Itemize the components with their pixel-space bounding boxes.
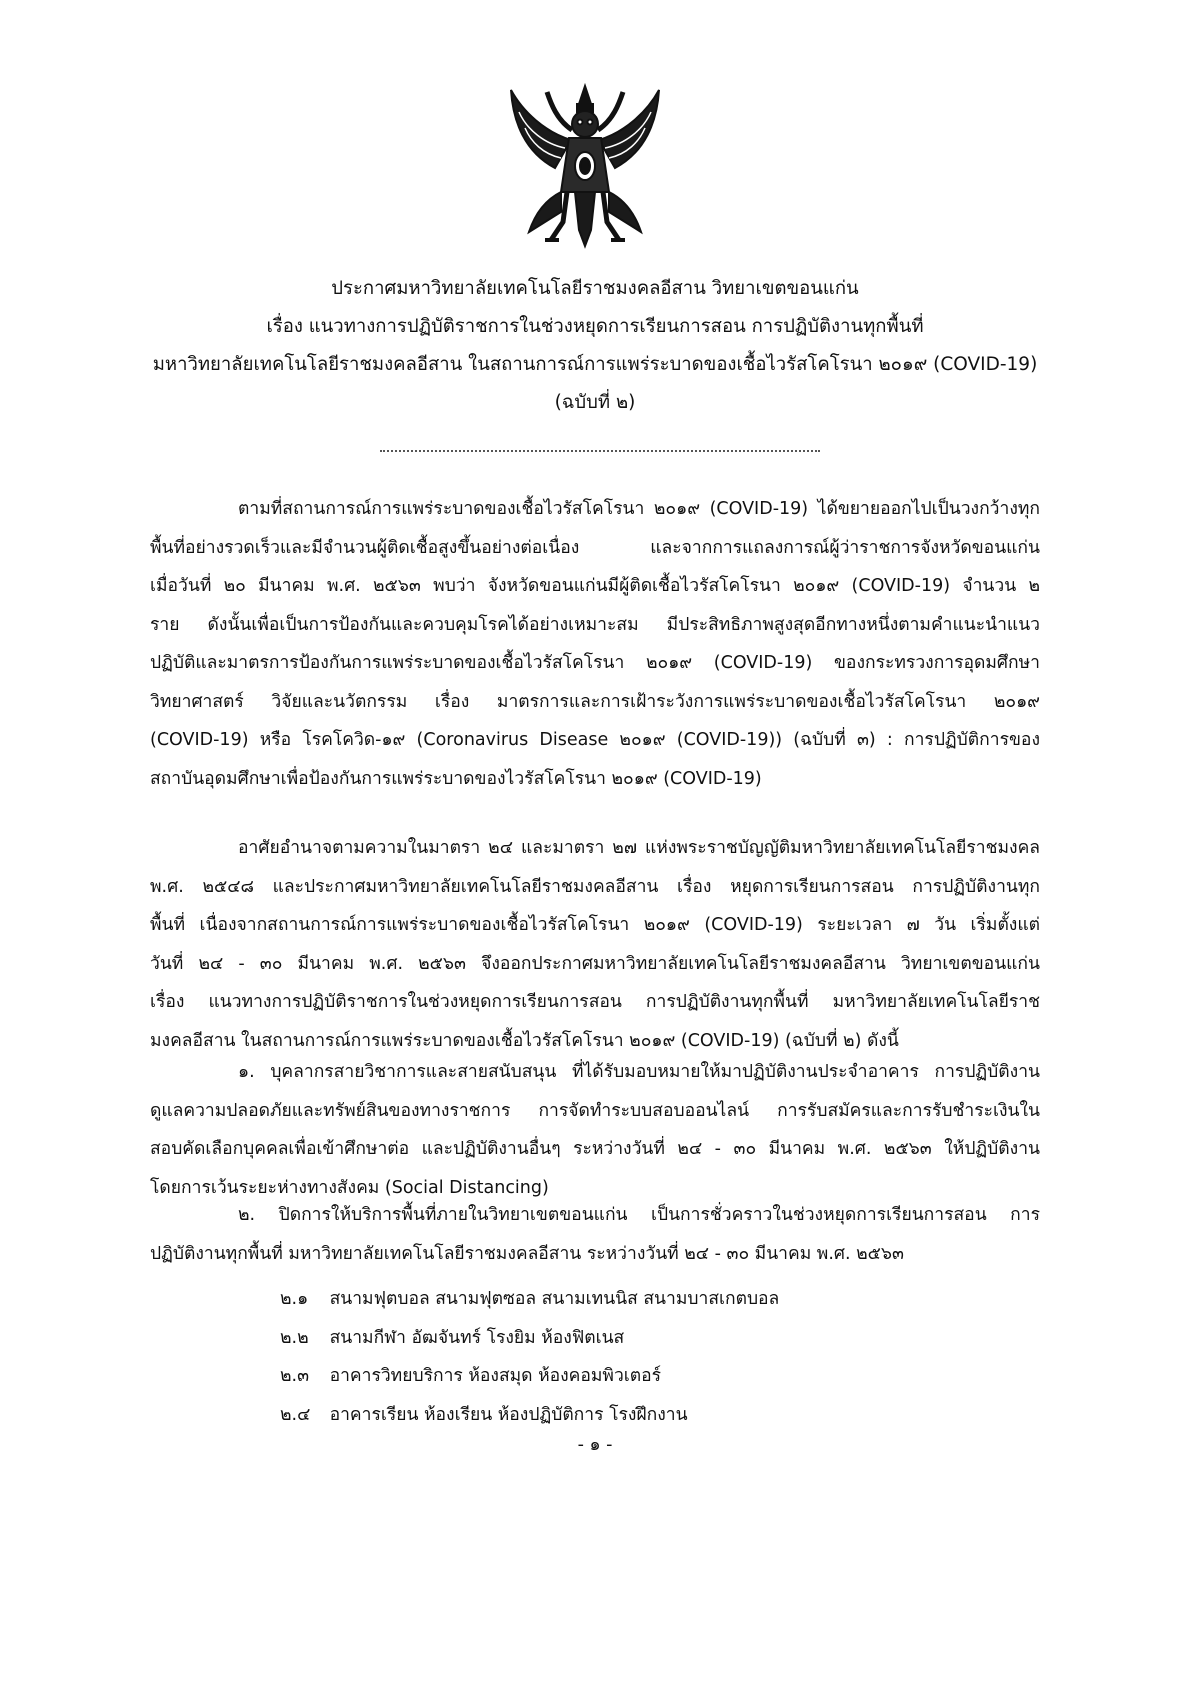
paragraph-authority: [150, 829, 1040, 1060]
title-line: มหาวิทยาลัยเทคโนโลยีราชมงคลอีสาน ในสถานการณ์การแพร่ระบาดของเชื้อไวรัสโคโรนา ๒๐๑๙ (COVID-19): [152, 354, 1038, 375]
paragraph-line: ๑. บุคลากรสายวิชาการและสายสนับสนุน ที่ได้รับมอบหมายให้มาปฏิบัติงานประจำอาคาร การปฏิบัติงาน: [238, 1062, 1040, 1082]
list-item-number: ๒.๑: [280, 1289, 309, 1309]
closed-areas-list: [280, 1280, 779, 1434]
paragraph-line: ปฏิบัติงานทุกพื้นที่ มหาวิทยาลัยเทคโนโลยีราชมงคลอีสาน ระหว่างวันที่ ๒๔ - ๓๐ มีนาคม พ.ศ. ๒๕๖๓: [150, 1243, 904, 1264]
paragraph-line: พื้นที่อย่างรวดเร็วและมีจำนวนผู้ติดเชื้อสูงขึ้นอย่างต่อเนื่อง และจากการแถลงการณ์ผู้ว่าราชการจังหวัดขอนแก่น: [150, 537, 1040, 558]
list-item: [280, 1396, 779, 1435]
list-item-number: ๒.๔: [280, 1404, 311, 1425]
paragraph-line: พ.ศ. ๒๕๔๘ และประกาศมหาวิทยาลัยเทคโนโลยีราชมงคลอีสาน เรื่อง หยุดการเรียนการสอน การปฏิบัติงานทุก: [150, 876, 1040, 897]
paragraph-line: วิทยาศาสตร์ วิจัยและนวัตกรรม เรื่อง มาตรการและการเฝ้าระวังการแพร่ระบาดของเชื้อไวรัสโคโรนา ๒๐๑๙: [150, 691, 1040, 712]
paragraph-background: [150, 490, 1040, 798]
page-number: - ๑ -: [577, 1435, 613, 1455]
announcement-title: [150, 270, 1040, 422]
paragraph-line: สอบคัดเลือกบุคคลเพื่อเข้าศึกษาต่อ และปฏิบัติงานอื่นๆ ระหว่างวันที่ ๒๔ - ๓๐ มีนาคม พ.ศ. ๒๕๖๓ ให้ปฏิบัติงาน: [150, 1139, 1040, 1159]
list-item-text: อาคารเรียน ห้องเรียน ห้องปฏิบัติการ โรงฝึกงาน: [329, 1404, 688, 1425]
list-item-number: ๒.๓: [280, 1366, 310, 1386]
paragraph-line: ปฏิบัติและมาตรการป้องกันการแพร่ระบาดของเชื้อไวรัสโคโรนา ๒๐๑๙ (COVID-19) ของกระทรวงการอุดมศึกษา: [150, 653, 1040, 673]
title-line: เรื่อง แนวทางการปฏิบัติราชการในช่วงหยุดการเรียนการสอน การปฏิบัติงานทุกพื้นที่: [266, 316, 924, 337]
paragraph-line: วันที่ ๒๔ - ๓๐ มีนาคม พ.ศ. ๒๕๖๓ จึงออกประกาศมหาวิทยาลัยเทคโนโลยีราชมงคลอีสาน วิทยาเขตขอนแก่น: [150, 953, 1040, 974]
list-item: [280, 1357, 779, 1396]
numbered-item-2: [150, 1196, 1040, 1273]
paragraph-line: เรื่อง แนวทางการปฏิบัติราชการในช่วงหยุดการเรียนการสอน การปฏิบัติงานทุกพื้นที่ มหาวิทยาลัยเทคโนโลยีราช: [150, 992, 1040, 1012]
paragraph-line: สถาบันอุดมศึกษาเพื่อป้องกันการแพร่ระบาดของไวรัสโคโรนา ๒๐๑๙ (COVID-19): [150, 768, 762, 789]
list-item-number: ๒.๒: [280, 1327, 309, 1348]
numbered-item-1: [150, 1053, 1040, 1207]
list-item-text: สนามกีฬา อัฒจันทร์ โรงยิม ห้องฟิตเนส: [329, 1327, 625, 1348]
list-item: [280, 1280, 779, 1319]
paragraph-line: ดูแลความปลอดภัยและทรัพย์สินของทางราชการ การจัดทำระบบสอบออนไลน์ การรับสมัครและการรับชำระเงินใน: [150, 1100, 1040, 1121]
list-item-text: สนามฟุตบอล สนามฟุตซอล สนามเทนนิส สนามบาสเกตบอล: [329, 1289, 780, 1309]
title-line: (ฉบับที่ ๒): [554, 392, 636, 413]
paragraph-line: พื้นที่ เนื่องจากสถานการณ์การแพร่ระบาดของเชื้อไวรัสโคโรนา ๒๐๑๙ (COVID-19) ระยะเวลา ๗ วัน เริ่มตั้งแต่: [150, 915, 1040, 935]
paragraph-line: อาศัยอำนาจตามความในมาตรา ๒๔ และมาตรา ๒๗ แห่งพระราชบัญญัติมหาวิทยาลัยเทคโนโลยีราชมงคล: [238, 838, 1040, 858]
paragraph-line: โดยการเว้นระยะห่างทางสังคม (Social Distancing): [150, 1177, 549, 1198]
garuda-emblem-icon: [505, 82, 665, 250]
paragraph-line: (COVID-19) หรือ โรคโควิด-๑๙ (Coronavirus Disease ๒๐๑๙ (COVID-19)) (ฉบับที่ ๓) : การปฏิบัติการของ: [150, 730, 1040, 750]
paragraph-line: เมื่อวันที่ ๒๐ มีนาคม พ.ศ. ๒๕๖๓ พบว่า จังหวัดขอนแก่นมีผู้ติดเชื้อไวรัสโคโรนา ๒๐๑๙ (COVID-19) จำนวน ๒: [150, 576, 1040, 596]
list-item: [280, 1319, 779, 1358]
dotted-divider: [380, 450, 820, 452]
paragraph-line: มงคลอีสาน ในสถานการณ์การแพร่ระบาดของเชื้อไวรัสโคโรนา ๒๐๑๙ (COVID-19) (ฉบับที่ ๒) ดังนี้: [150, 1030, 899, 1051]
title-line: ประกาศมหาวิทยาลัยเทคโนโลยีราชมงคลอีสาน วิทยาเขตขอนแก่น: [331, 278, 859, 299]
paragraph-line: ราย ดังนั้นเพื่อเป็นการป้องกันและควบคุมโรคได้อย่างเหมาะสม มีประสิทธิภาพสูงสุดอีกทางหนึ่งตามคำแนะนำแนว: [150, 614, 1040, 635]
paragraph-line: ๒. ปิดการให้บริการพื้นที่ภายในวิทยาเขตขอนแก่น เป็นการชั่วคราวในช่วงหยุดการเรียนการสอน การ: [238, 1205, 1040, 1225]
list-item-text: อาคารวิทยบริการ ห้องสมุด ห้องคอมพิวเตอร์: [329, 1366, 662, 1386]
paragraph-line: ตามที่สถานการณ์การแพร่ระบาดของเชื้อไวรัสโคโรนา ๒๐๑๙ (COVID-19) ได้ขยายออกไปเป็นวงกว้างทุก: [238, 499, 1040, 519]
